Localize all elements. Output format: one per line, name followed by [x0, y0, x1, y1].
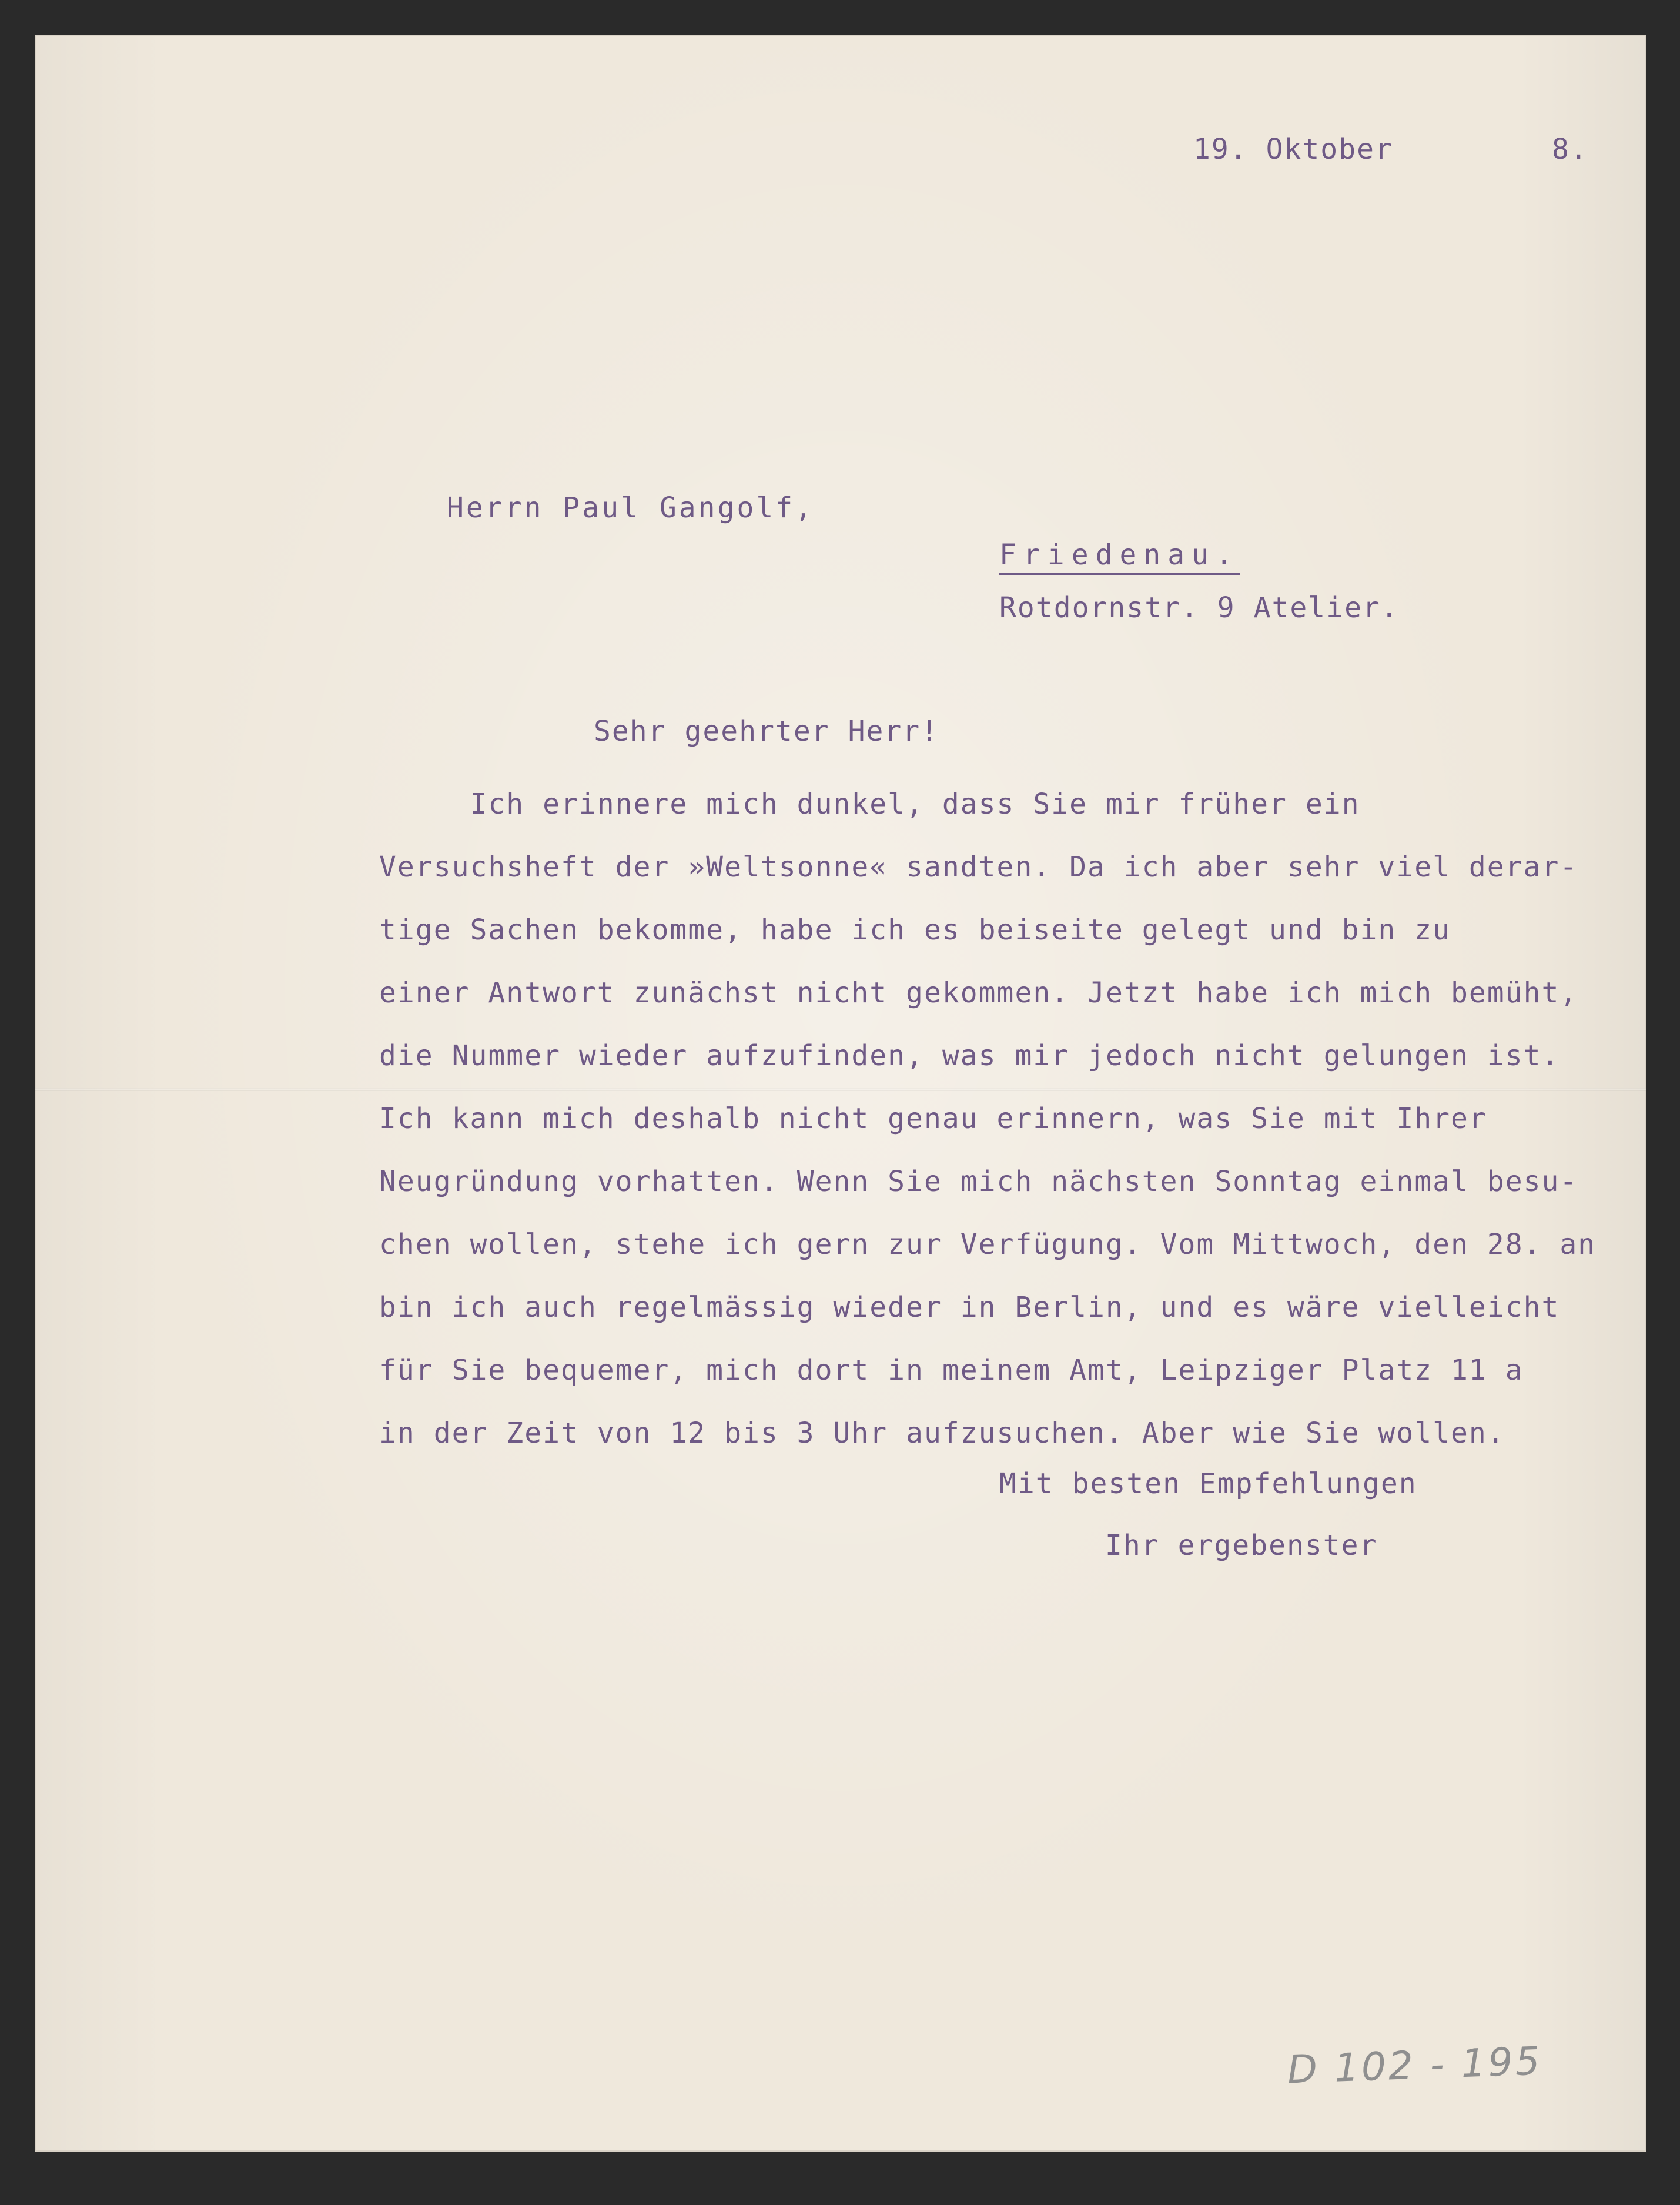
- recipient-name: Herrn Paul Gangolf,: [447, 491, 815, 524]
- recipient-city: Friedenau.: [999, 541, 1240, 575]
- recipient-street: Rotdornstr. 9 Atelier.: [999, 591, 1399, 624]
- closing: Mit besten Empfehlungen: [999, 1467, 1417, 1500]
- body-line: einer Antwort zunächst nicht gekommen. Jetzt habe ich mich bemüht,: [379, 976, 1578, 1009]
- body-line: in der Zeit von 12 bis 3 Uhr aufzusuchen. Aber wie Sie wollen.: [379, 1417, 1505, 1450]
- body-line: chen wollen, stehe ich gern zur Verfügung. Vom Mittwoch, den 28. an: [379, 1228, 1597, 1261]
- signature-line: Ihr ergebenster: [1105, 1529, 1378, 1562]
- letter-page: [35, 35, 1646, 2152]
- archive-note: D 102 - 195: [1286, 2038, 1543, 2093]
- letter-body: [379, 788, 1643, 1480]
- body-line: für Sie bequemer, mich dort in meinem Amt, Leipziger Platz 11 a: [379, 1354, 1524, 1387]
- page-number: 8.: [1552, 133, 1588, 166]
- body-line: bin ich auch regelmässig wieder in Berlin, und es wäre vielleicht: [379, 1291, 1560, 1324]
- body-line: Versuchsheft der »Weltsonne« sandten. Da ich aber sehr viel derar-: [379, 851, 1578, 884]
- letter-date: 19. Oktober: [1193, 133, 1393, 166]
- body-line: tige Sachen bekomme, habe ich es beiseite gelegt und bin zu: [379, 914, 1451, 946]
- salutation: Sehr geehrter Herr!: [594, 715, 939, 748]
- body-line: Ich kann mich deshalb nicht genau erinnern, was Sie mit Ihrer: [379, 1102, 1487, 1135]
- body-line: die Nummer wieder aufzufinden, was mir jedoch nicht gelungen ist.: [379, 1039, 1560, 1072]
- body-line: Ich erinnere mich dunkel, dass Sie mir früher ein: [379, 788, 1360, 821]
- body-line: Neugründung vorhatten. Wenn Sie mich nächsten Sonntag einmal besu-: [379, 1165, 1578, 1198]
